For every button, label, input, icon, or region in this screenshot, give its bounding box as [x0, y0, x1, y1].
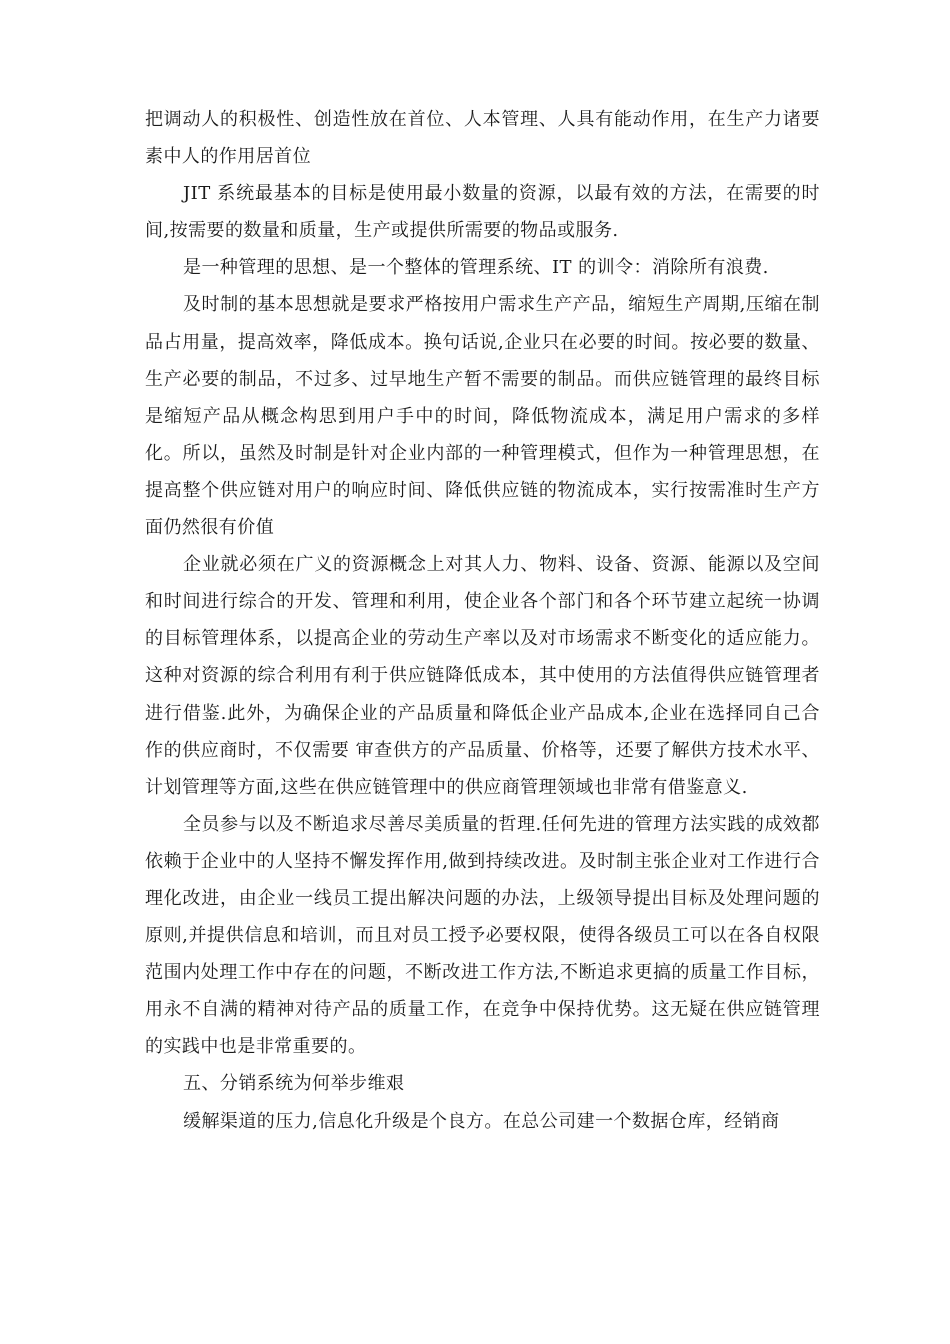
paragraph-1: 把调动人的积极性、创造性放在首位、人本管理、人具有能动作用，在生产力诸要素中人的作用居首位 — [145, 109, 820, 168]
section-heading: 五、分销系统为何举步维艰 — [183, 1073, 405, 1095]
document-page — [145, 101, 820, 1140]
paragraph-4: 及时制的基本思想就是要求严格按用户需求生产产品，缩短生产周期,压缩在制品占用量，提高效率，降低成本。换句话说,企业只在必要的时间。按必要的数量、生产必要的制品，不过多、过早地生产暂不需要的制品。而供应链管理的最终目标是缩短产品从概念构思到用户手中的时间，降低物流成本，满足用户需求的多样化。所以，虽然及时制是针对企业内部的一种管理模式，但作为一种管理思想，在提高整个供应链对用户的响应时间、降低供应链的物流成本，实行按需准时生产方面仍然很有价值 — [145, 294, 820, 539]
paragraph-5: 企业就必须在广义的资源概念上对其人力、物料、设备、资源、能源以及空间和时间进行综合的开发、管理和利用，使企业各个部门和各个环节建立起统一协调的目标管理体系，以提高企业的劳动生产率以及对市场需求不断变化的适应能力。这种对资源的综合利用有利于供应链降低成本，其中使用的方法值得供应链管理者进行借鉴.此外，为确保企业的产品质量和降低企业产品成本,企业在选择同自己合作的供应商时，不仅需要 审查供方的产品质量、价格等，还要了解供方技术水平、计划管理等方面,这些在供应链管理中的供应商管理领域也非常有借鉴意义. — [145, 554, 820, 798]
paragraph-3: 是一种管理的思想、是一个整体的管理系统、IT 的训令：消除所有浪费. — [183, 257, 769, 279]
paragraph-2: JIT 系统最基本的目标是使用最小数量的资源，以最有效的方法，在需要的时间,按需要的数量和质量，生产或提供所需要的物品或服务. — [145, 183, 820, 242]
paragraph-7: 缓解渠道的压力,信息化升级是个良方。在总公司建一个数据仓库，经销商 — [183, 1110, 780, 1132]
paragraph-6: 全员参与以及不断追求尽善尽美质量的哲理.任何先进的管理方法实践的成效都依赖于企业中的人坚持不懈发挥作用,做到持续改进。及时制主张企业对工作进行合理化改进，由企业一线员工提出解决问题的办法，上级领导提出目标及处理问题的原则,并提供信息和培训，而且对员工授予必要权限，使得各级员工可以在各自权限范围内处理工作中存在的问题，不断改进工作方法,不断追求更搞的质量工作目标，用永不自满的精神对待产品的质量工作，在竞争中保持优势。这无疑在供应链管理的实践中也是非常重要的。 — [145, 813, 820, 1058]
